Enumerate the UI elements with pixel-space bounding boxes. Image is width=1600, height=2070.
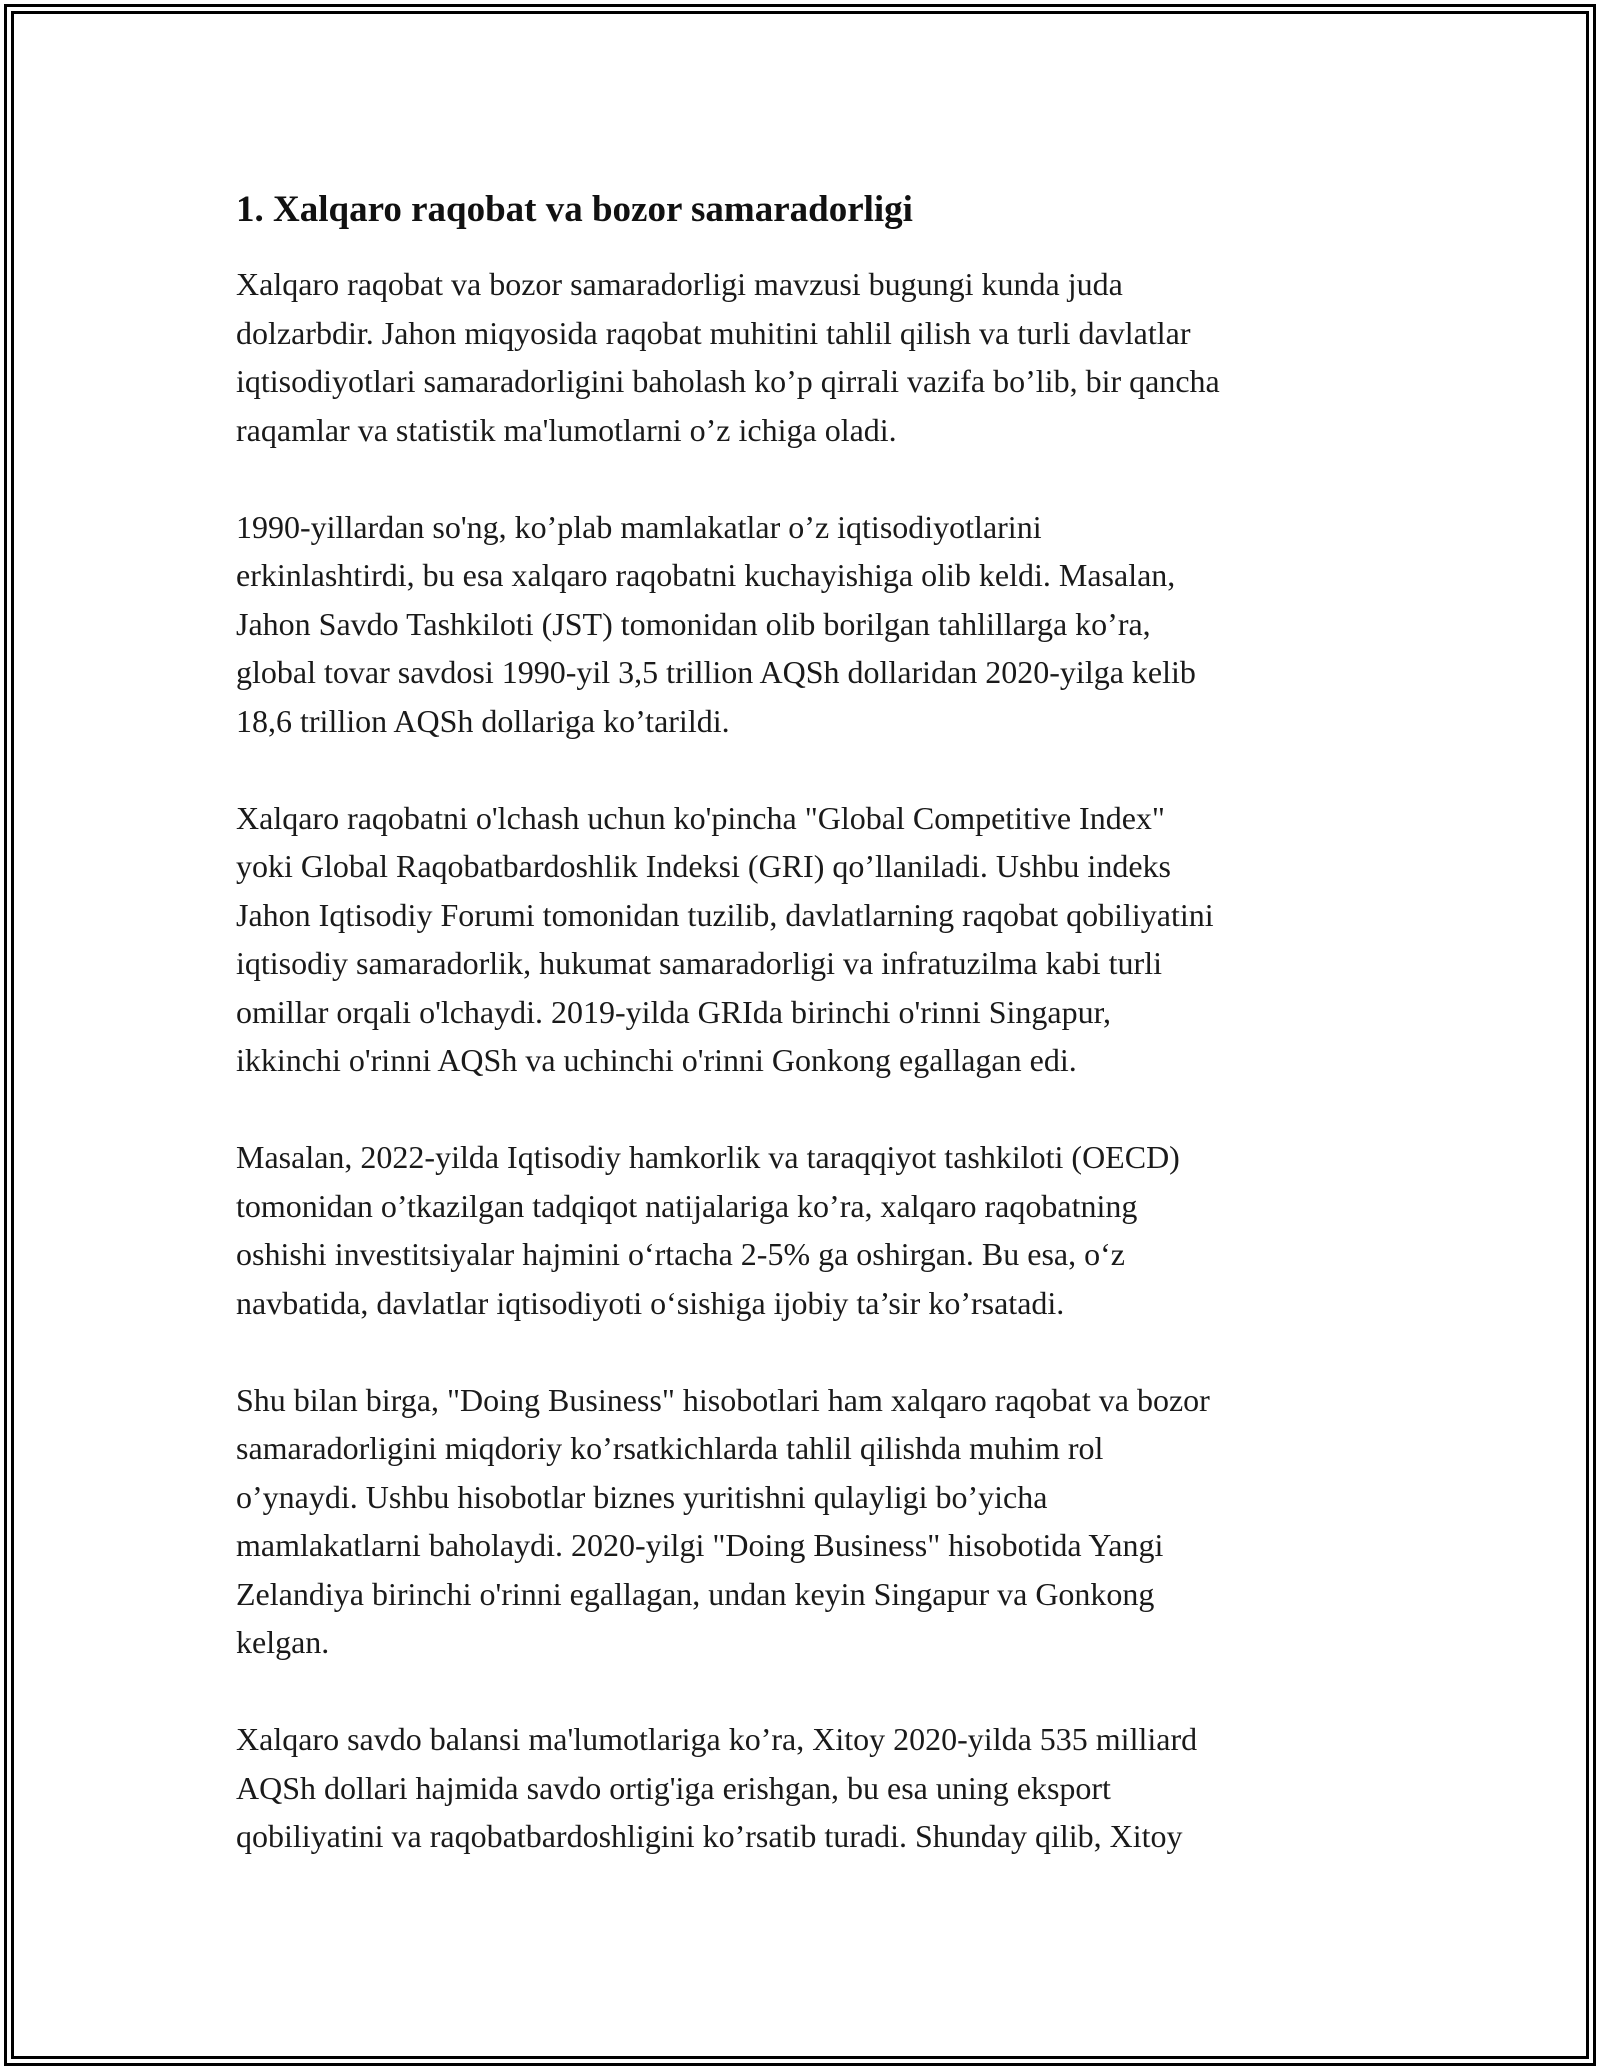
paragraph-6: Xalqaro savdo balansi ma'lumotlariga ko’ra, Xitoy 2020-yilda 535 milliard AQSh dollari hajmida savdo ortig'iga erishgan, bu esa uning eksport qobiliyatini va raqobatbardoshligini ko’rsatib turadi. Shunday qilib, Xitoy bbox=[236, 1721, 1198, 1854]
paragraph-5: Shu bilan birga, "Doing Business" hisobotlari ham xalqaro raqobat va bozor samaradorligini miqdoriy ko’rsatkichlarda tahlil qilishda muhim rol o’ynaydi. Ushbu hisobotlar biznes yuritishni qulayligi bo’yicha mamlakatlarni baholaydi. 2020-yilgi "Doing Business" hisobotida Yangi Zelandiya birinchi o'rinni egallagan, undan keyin Singapur va Gonkong kelgan. bbox=[236, 1381, 1210, 1660]
paragraph-2: 1990-yillardan so'ng, ko’plab mamlakatlar o’z iqtisodiyotlarini erkinlashtirdi, bu esa xalqaro raqobatni kuchayishiga olib keldi. Masalan, Jahon Savdo Tashkiloti (JST) tomonidan olib borilgan tahlillarga ko’ra, global tovar savdosi 1990-yil 3,5 trillion AQSh dollaridan 2020-yilga kelib 18,6 trillion AQSh dollariga ko’tarildi. bbox=[236, 508, 1196, 739]
paragraph-1: Xalqaro raqobat va bozor samaradorligi mavzusi bugungi kunda juda dolzarbdir. Jahon miqyosida raqobat muhitini tahlil qilish va turli davlatlar iqtisodiyotlari samaradorligini baholash ko’p qirrali vazifa bo’lib, bir qancha raqamlar va statistik ma'lumotlarni o’z ichiga oladi. bbox=[236, 266, 1220, 448]
paragraph-4: Masalan, 2022-yilda Iqtisodiy hamkorlik va taraqqiyot tashkiloti (OECD) tomonidan o’tkazilgan tadqiqot natijalariga ko’ra, xalqaro raqobatning oshishi investitsiyalar hajmini o‘rtacha 2-5% ga oshirgan. Bu esa, o‘z navbatida, davlatlar iqtisodiyoti o‘sishiga ijobiy ta’sir ko’rsatadi. bbox=[236, 1139, 1180, 1321]
paragraph-3: Xalqaro raqobatni o'lchash uchun ko'pincha "Global Competitive Index" yoki Global Raqobatbardoshlik Indeksi (GRI) qo’llaniladi. Ushbu indeks Jahon Iqtisodiy Forumi tomonidan tuzilib, davlatlarning raqobat qobiliyatini iqtisodiy samaradorlik, hukumat samaradorligi va infratuzilma kabi turli omillar orqali o'lchaydi. 2019-yilda GRIda birinchi o'rinni Singapur, ikkinchi o'rinni AQSh va uchinchi o'rinni Gonkong egallagan edi. bbox=[236, 799, 1214, 1078]
section-heading: 1. Xalqaro raqobat va bozor samaradorligi bbox=[236, 189, 913, 230]
document-body bbox=[236, 186, 1376, 1909]
